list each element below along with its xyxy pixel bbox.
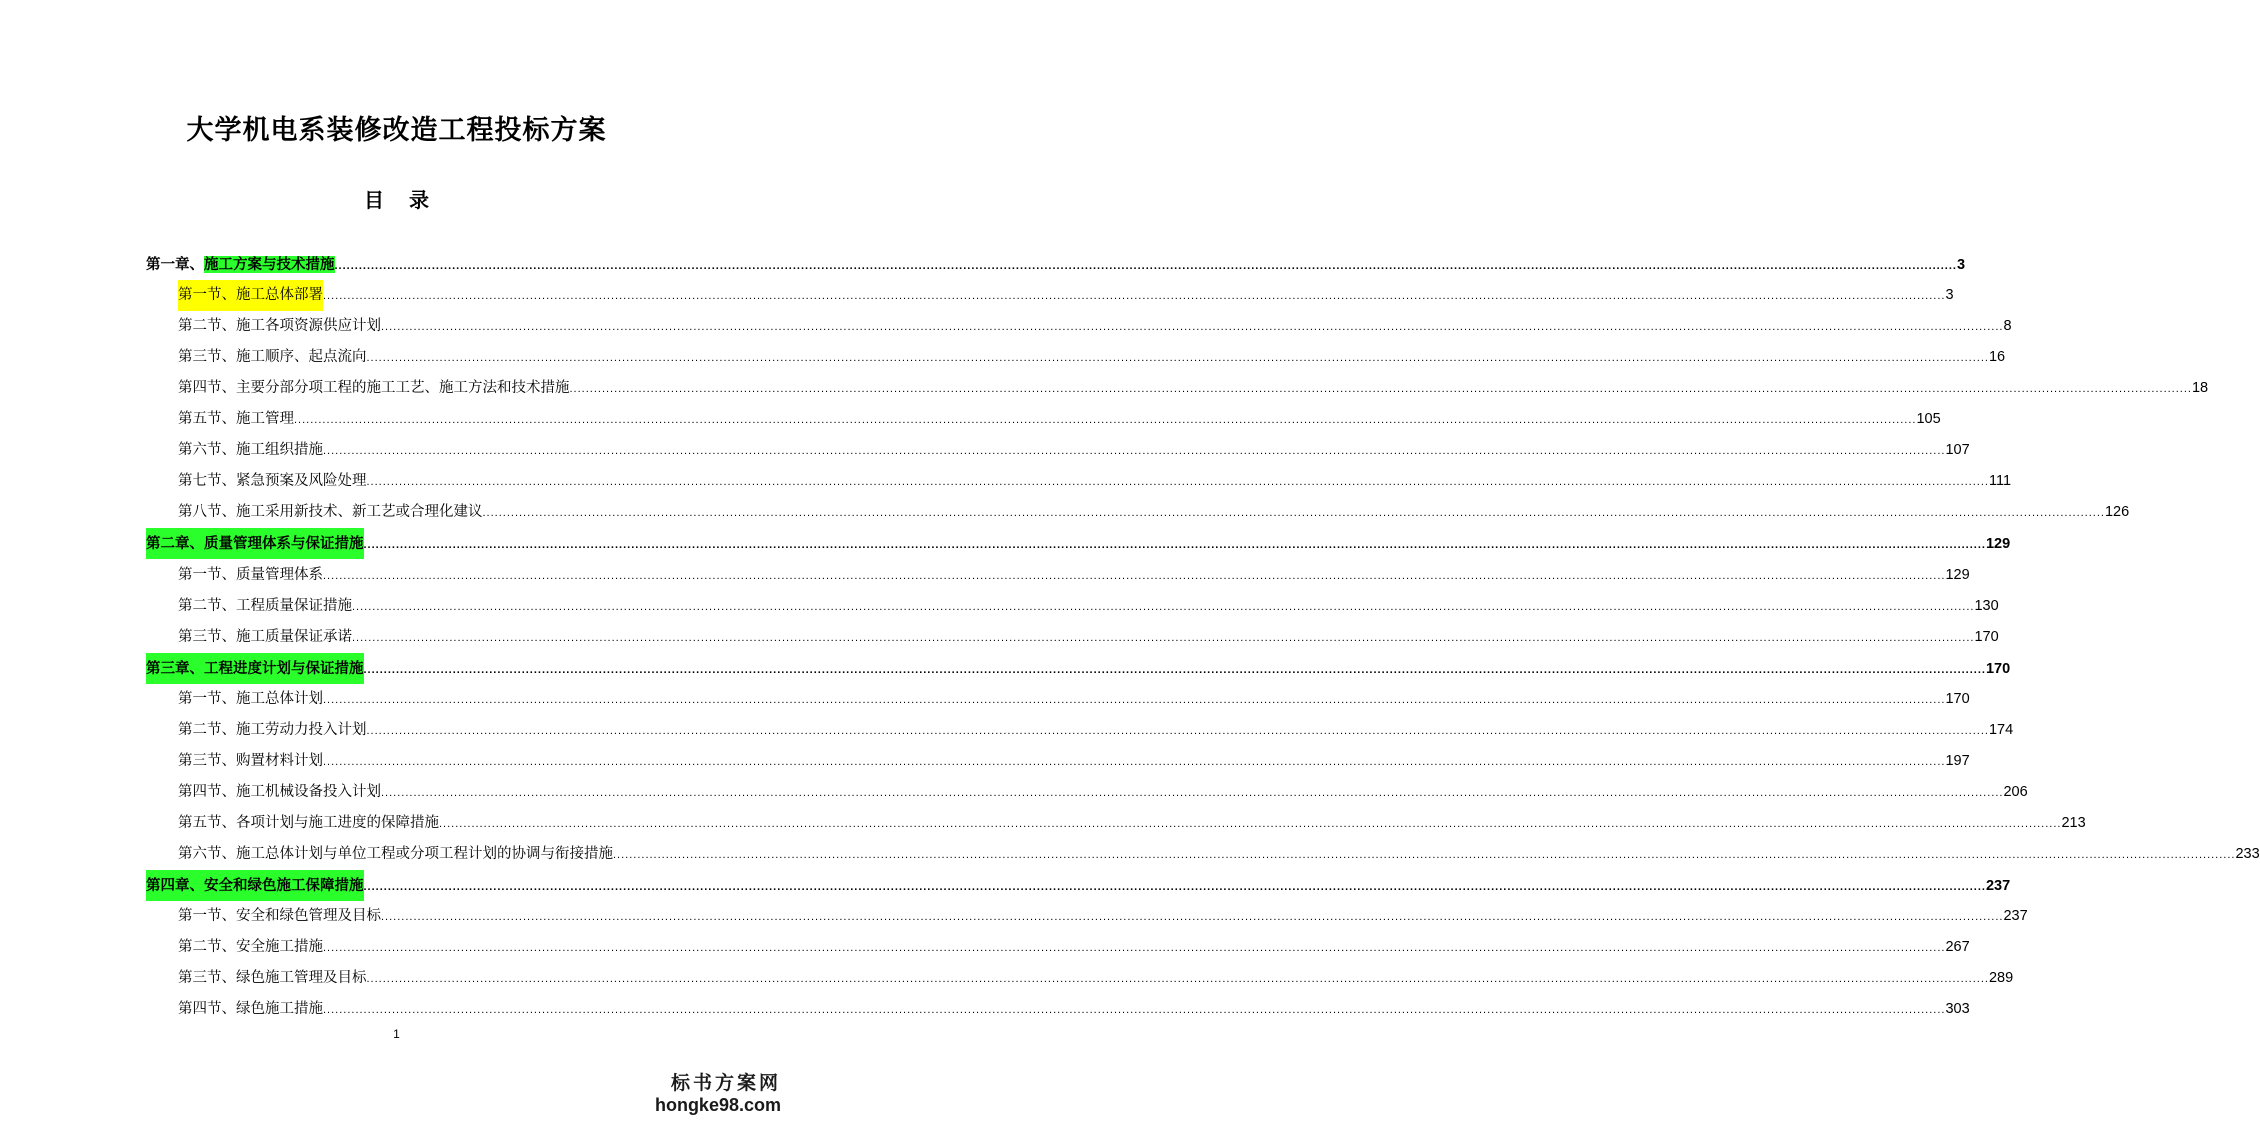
toc-dot-leader: ................................................................................................................................................................................................................................................................................................................................................................................................................ xyxy=(323,1004,1946,1017)
toc-dot-leader: ................................................................................................................................................................................................................................................................................................................................................................................................................ xyxy=(366,973,1989,986)
toc-chapter-entry[interactable] xyxy=(146,249,1966,280)
toc-section-entry[interactable] xyxy=(178,435,1970,466)
toc-page-number: 107 xyxy=(1945,442,1970,459)
toc-dot-leader: ................................................................................................................................................................................................................................................................................................................................................................................................................ xyxy=(352,631,1975,644)
toc-entry-label: 第一节、施工总体计划 xyxy=(178,690,323,707)
toc-section-entry[interactable] xyxy=(178,932,1970,963)
toc-page-number: 170 xyxy=(1985,660,2011,677)
toc-entry-label: 第四节、绿色施工措施 xyxy=(178,1001,323,1018)
watermark-url: hongke98.com xyxy=(654,1095,781,1115)
toc-page-number: 170 xyxy=(1945,690,1970,707)
toc-page-number: 16 xyxy=(1988,349,2006,366)
toc-entry-label: 第四节、主要分部分项工程的施工工艺、施工方法和技术措施 xyxy=(178,380,570,397)
toc-entry-label: 第三章、工程进度计划与保证措施 xyxy=(146,653,364,684)
toc-entry-label: 第三节、购置材料计划 xyxy=(178,752,323,769)
toc-page-number: 174 xyxy=(1988,721,2014,738)
toc-section-entry[interactable] xyxy=(178,373,2209,404)
toc-dot-leader: ................................................................................................................................................................................................................................................................................................................................................................................................................ xyxy=(323,755,1946,768)
toc-page-number: 170 xyxy=(1974,628,1999,645)
toc-page-number: 18 xyxy=(2191,380,2209,397)
toc-page-number: 126 xyxy=(2104,504,2130,521)
toc-entry-label: 第四章、安全和绿色施工保障措施 xyxy=(146,870,364,901)
toc-entry-label: 第一节、质量管理体系 xyxy=(178,566,323,583)
toc-section-entry[interactable] xyxy=(178,280,1954,311)
toc-dot-leader: ................................................................................................................................................................................................................................................................................................................................................................................................................ xyxy=(363,881,1986,893)
toc-dot-leader: ................................................................................................................................................................................................................................................................................................................................................................................................................ xyxy=(363,663,1986,676)
toc-dot-leader: ................................................................................................................................................................................................................................................................................................................................................................................................................ xyxy=(381,911,2004,924)
toc-page-number: 8 xyxy=(2003,318,2012,335)
toc-dot-leader: ................................................................................................................................................................................................................................................................................................................................................................................................................ xyxy=(381,321,2004,334)
toc-page-number: 3 xyxy=(1945,287,1954,304)
toc-page-number: 129 xyxy=(1985,536,2011,553)
toc-entry-label: 第二节、工程质量保证措施 xyxy=(178,597,352,614)
toc-section-entry[interactable] xyxy=(178,622,1999,653)
toc-dot-leader: ................................................................................................................................................................................................................................................................................................................................................................................................................ xyxy=(366,352,1989,365)
toc-entry-label: 第四节、施工机械设备投入计划 xyxy=(178,783,381,800)
toc-entry-label: 第三节、绿色施工管理及目标 xyxy=(178,970,367,987)
document-title: 大学机电系装修改造工程投标方案 xyxy=(186,115,607,146)
toc-section-entry[interactable] xyxy=(178,591,1999,622)
toc-page-number: 105 xyxy=(1916,411,1941,428)
toc-dot-leader: ................................................................................................................................................................................................................................................................................................................................................................................................................ xyxy=(439,817,2062,830)
toc-page-number: 303 xyxy=(1945,1001,1970,1018)
watermark-brand: 标书方案网 xyxy=(670,1072,781,1094)
toc-dot-leader: ................................................................................................................................................................................................................................................................................................................................................................................................................ xyxy=(334,260,1957,272)
toc-entry-label xyxy=(146,249,335,280)
toc-page-number: 130 xyxy=(1974,597,1999,614)
toc-entry-label: 第五节、施工管理 xyxy=(178,411,294,428)
toc-page-number: 237 xyxy=(2003,908,2028,925)
toc-page-number: 233 xyxy=(2235,845,2260,862)
toc-entry-label: 第二章、质量管理体系与保证措施 xyxy=(146,528,364,559)
toc-entry-label: 第八节、施工采用新技术、新工艺或合理化建议 xyxy=(178,504,483,521)
toc-entry-label: 第六节、施工组织措施 xyxy=(178,442,323,459)
toc-page-number: 213 xyxy=(2061,814,2086,831)
toc-dot-leader: ................................................................................................................................................................................................................................................................................................................................................................................................................ xyxy=(352,600,1975,613)
toc-entry-label: 第三节、施工顺序、起点流向 xyxy=(178,349,367,366)
toc-page-number: 111 xyxy=(1988,473,2012,490)
toc-dot-leader: ................................................................................................................................................................................................................................................................................................................................................................................................................ xyxy=(482,507,2105,520)
toc-page-number: 3 xyxy=(1956,257,1966,273)
toc-chapter-entry[interactable] xyxy=(146,653,2011,684)
toc-page-number: 197 xyxy=(1945,752,1970,769)
toc-chapter-entry[interactable] xyxy=(146,528,2011,559)
toc-entry-label: 第七节、紧急预案及风险处理 xyxy=(178,473,367,490)
toc-section-entry[interactable] xyxy=(178,963,2014,994)
toc-entry-label-prefix: 第一章、 xyxy=(146,256,204,273)
toc-heading: 目 录 xyxy=(364,188,429,212)
toc-dot-leader: ................................................................................................................................................................................................................................................................................................................................................................................................................ xyxy=(569,383,2192,396)
toc-section-entry[interactable] xyxy=(178,404,1941,435)
toc-section-entry[interactable] xyxy=(178,777,2028,808)
toc-page-number: 237 xyxy=(1985,878,2011,894)
toc-section-entry[interactable] xyxy=(178,715,2014,746)
toc-page-number: 129 xyxy=(1945,566,1970,583)
toc-section-entry[interactable] xyxy=(178,901,2028,932)
toc-entry-label-highlighted: 施工方案与技术措施 xyxy=(204,256,335,273)
toc-entry-label: 第三节、施工质量保证承诺 xyxy=(178,628,352,645)
toc-page-number: 206 xyxy=(2003,783,2028,800)
toc-section-entry[interactable] xyxy=(178,684,1970,715)
toc-dot-leader: ................................................................................................................................................................................................................................................................................................................................................................................................................ xyxy=(323,445,1946,458)
toc-section-entry[interactable] xyxy=(178,746,1970,777)
toc-entry-label: 第一节、安全和绿色管理及目标 xyxy=(178,908,381,925)
toc-page-number: 267 xyxy=(1945,939,1970,956)
toc-dot-leader: ................................................................................................................................................................................................................................................................................................................................................................................................................ xyxy=(323,290,1946,303)
toc-section-entry[interactable] xyxy=(178,994,1970,1025)
toc-dot-leader: ................................................................................................................................................................................................................................................................................................................................................................................................................ xyxy=(363,539,1986,552)
toc-dot-leader: ................................................................................................................................................................................................................................................................................................................................................................................................................ xyxy=(366,476,1989,489)
toc-section-entry[interactable] xyxy=(178,311,2012,342)
toc-dot-leader: ................................................................................................................................................................................................................................................................................................................................................................................................................ xyxy=(323,569,1946,582)
toc-dot-leader: ................................................................................................................................................................................................................................................................................................................................................................................................................ xyxy=(381,786,2004,799)
toc-section-entry[interactable] xyxy=(178,466,2012,497)
toc-entry-label: 第二节、施工各项资源供应计划 xyxy=(178,318,381,335)
toc-entry-label: 第二节、施工劳动力投入计划 xyxy=(178,721,367,738)
watermark xyxy=(651,1068,781,1116)
toc-chapter-entry[interactable] xyxy=(146,870,2011,901)
toc-dot-leader: ................................................................................................................................................................................................................................................................................................................................................................................................................ xyxy=(294,414,1917,427)
toc-section-entry[interactable] xyxy=(178,839,2260,870)
toc-page-number: 289 xyxy=(1988,970,2014,987)
page-number: 1 xyxy=(393,1027,400,1041)
toc-section-entry[interactable] xyxy=(178,560,1970,591)
toc-entry-label: 第六节、施工总体计划与单位工程或分项工程计划的协调与衔接措施 xyxy=(178,845,613,862)
toc-dot-leader: ................................................................................................................................................................................................................................................................................................................................................................................................................ xyxy=(613,848,2236,861)
toc-dot-leader: ................................................................................................................................................................................................................................................................................................................................................................................................................ xyxy=(366,724,1989,737)
toc-section-entry[interactable] xyxy=(178,808,2086,839)
toc-dot-leader: ................................................................................................................................................................................................................................................................................................................................................................................................................ xyxy=(323,693,1946,706)
toc-entry-label: 第五节、各项计划与施工进度的保障措施 xyxy=(178,814,439,831)
toc-section-entry[interactable] xyxy=(178,342,2006,373)
toc-entry-label: 第二节、安全施工措施 xyxy=(178,939,323,956)
toc-entry-label: 第一节、施工总体部署 xyxy=(178,280,323,311)
toc-section-entry[interactable] xyxy=(178,497,2130,528)
toc-dot-leader: ................................................................................................................................................................................................................................................................................................................................................................................................................ xyxy=(323,942,1946,955)
